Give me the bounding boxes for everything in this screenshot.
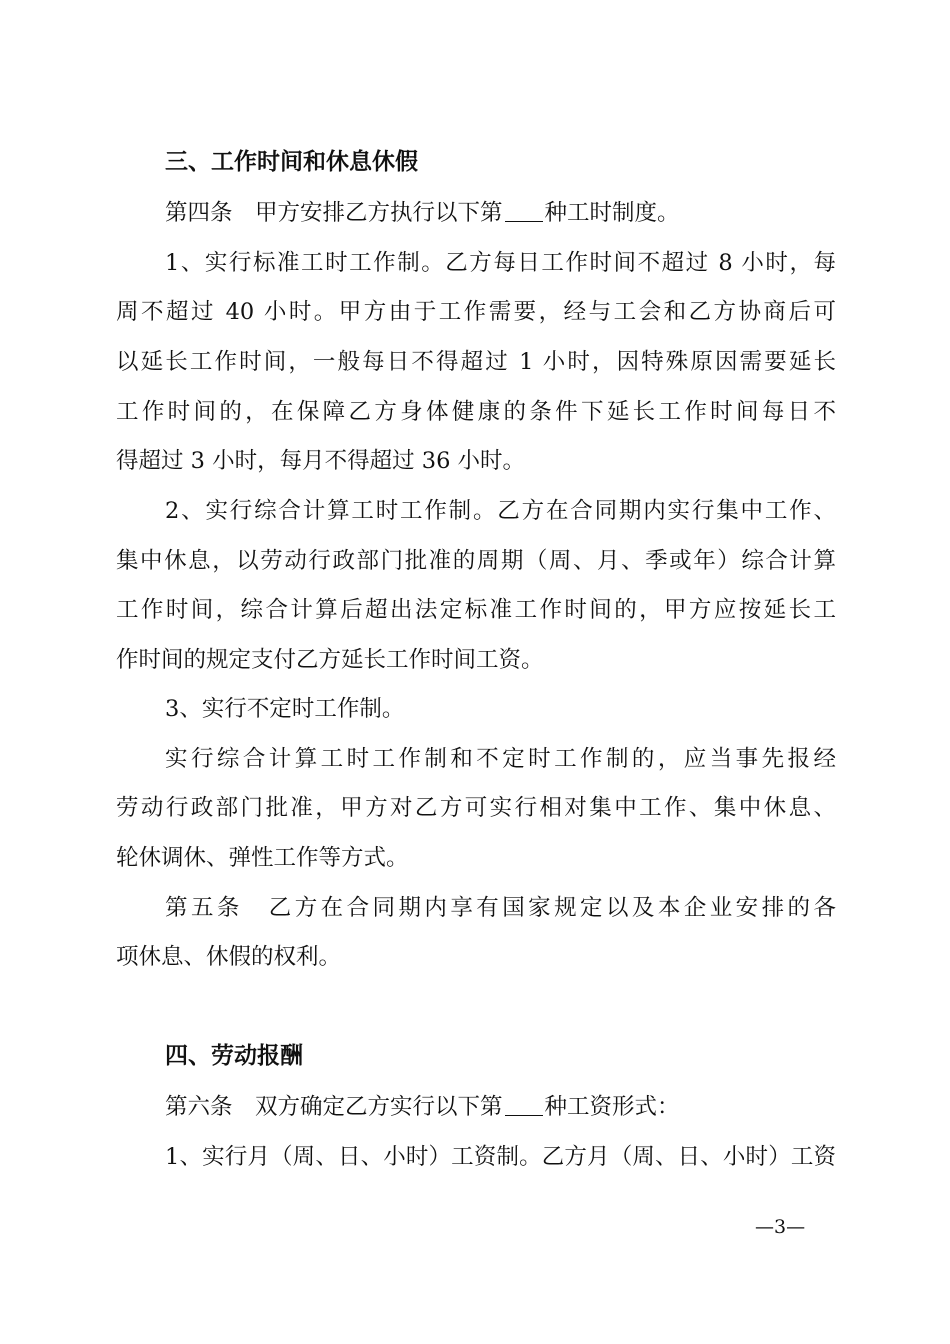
article-5-line: 第五条 乙方在合同期内享有国家规定以及本企业安排的各 (165, 895, 836, 921)
paragraph-line: 作时间的规定支付乙方延长工作时间工资。 (116, 647, 544, 673)
article-6 (165, 1092, 836, 1122)
fill-in-blank[interactable] (505, 1093, 543, 1116)
paragraph-line: 实行综合计算工时工作制和不定时工作制的，应当事先报经 (165, 746, 836, 772)
paragraph-line: 工作时间的，在保障乙方身体健康的条件下延长工作时间每日不 (116, 399, 836, 425)
paragraph-line: 轮休调休、弹性工作等方式。 (116, 845, 409, 871)
paragraph-line: 以延长工作时间，一般每日不得超过 1 小时，因特殊原因需要延长 (116, 349, 836, 375)
article-5-line: 项休息、休假的权利。 (116, 944, 342, 970)
article-text: 第六条 双方确定乙方实行以下第 (165, 1094, 503, 1120)
paragraph-line: 劳动行政部门批准，甲方对乙方可实行相对集中工作、集中休息、 (116, 795, 836, 821)
paragraph-line: 集中休息，以劳动行政部门批准的周期（周、月、季或年）综合计算 (116, 548, 836, 574)
paragraph-line: 1、实行标准工时工作制。乙方每日工作时间不超过 8 小时，每 (165, 250, 836, 276)
section-heading: 四、劳动报酬 (165, 1043, 303, 1069)
paragraph-line: 3、实行不定时工作制。 (165, 696, 405, 722)
paragraph-line: 工作时间，综合计算后超出法定标准工作时间的，甲方应按延长工 (116, 597, 836, 623)
section-heading: 三、工作时间和休息休假 (165, 149, 418, 175)
paragraph-line: 得超过 3 小时，每月不得超过 36 小时。 (116, 448, 526, 474)
fill-in-blank[interactable] (505, 199, 543, 222)
paragraph-line: 2、实行综合计算工时工作制。乙方在合同期内实行集中工作、 (165, 498, 836, 524)
article-4 (165, 198, 836, 228)
page-number: —3— (755, 1216, 806, 1238)
paragraph-line: 周不超过 40 小时。甲方由于工作需要，经与工会和乙方协商后可 (116, 299, 836, 325)
article-text: 种工资形式： (544, 1094, 680, 1120)
article-text: 种工时制度。 (544, 200, 680, 226)
article-text: 第四条 甲方安排乙方执行以下第 (165, 200, 503, 226)
paragraph-line: 1、实行月（周、日、小时）工资制。乙方月（周、日、小时）工资 (165, 1144, 836, 1170)
